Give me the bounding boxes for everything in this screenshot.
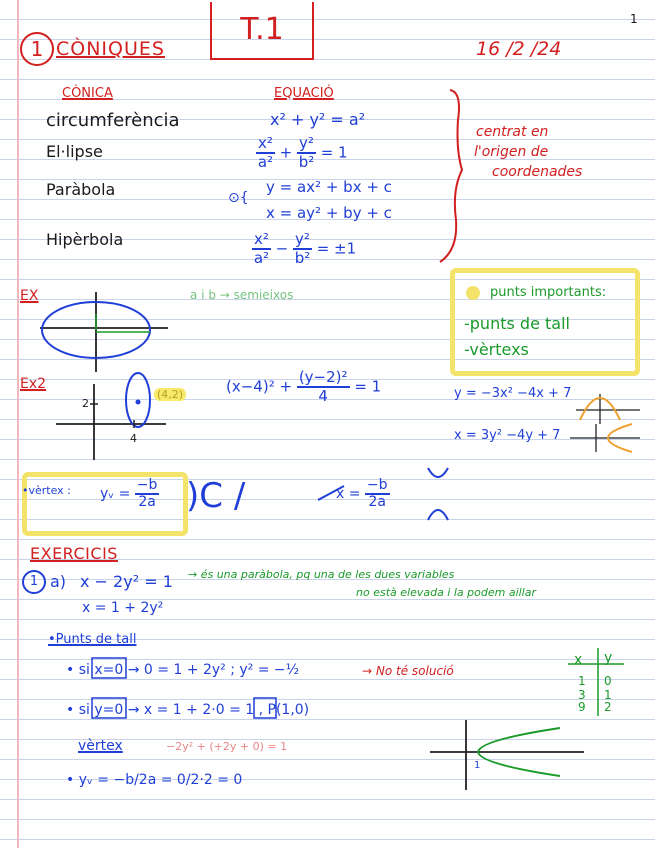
table-cell-y2: 1: [604, 688, 612, 702]
exercise-explanation-2: no està elevada i la podem aillar: [356, 586, 537, 599]
hyperbola-den2: b²: [294, 248, 311, 267]
vertex-yv: yᵥ =: [100, 486, 131, 503]
punts-tall-title: •Punts de tall: [48, 632, 137, 647]
equation-circumference: x² + y² = a²: [270, 110, 366, 129]
parabola-brace-icon: ⊙{: [228, 190, 249, 206]
ex2-eq-part-a: (x−4)² +: [226, 377, 293, 396]
ellipse-rhs: = 1: [320, 143, 348, 162]
conic-name-parabola: Paràbola: [46, 180, 116, 199]
parabola-eq-x: x = 3y² −4y + 7: [454, 428, 561, 443]
important-title: punts importants:: [490, 285, 607, 300]
vertex-x-eq: x =: [336, 486, 361, 503]
example-label: EX: [20, 288, 39, 304]
column-conica: CÒNICA: [62, 86, 113, 101]
conic-name-circumference: circumferència: [46, 110, 180, 131]
ellipse-den2: b²: [298, 152, 315, 171]
table-cell-x2: 3: [578, 688, 586, 702]
exercise-isolated: x = 1 + 2y²: [82, 600, 164, 616]
ex2-eq-rhs: = 1: [354, 377, 382, 396]
vertex-calc: • yᵥ = −b/2a = 0/2·2 = 0: [66, 772, 243, 788]
ex2-eq-num: (y−2)²: [298, 368, 348, 386]
vertex-num: −b: [136, 477, 158, 493]
note-line-1: centrat en: [476, 124, 549, 140]
date: 16 /2 /24: [476, 38, 562, 60]
hyperbola-num2: y²: [295, 230, 310, 248]
parabola-eq-y: y = −3x² −4x + 7: [454, 386, 572, 401]
vertex-title: vèrtex: [78, 738, 123, 754]
tall-line-2: • si y=0 → x = 1 + 2·0 = 1 , P(1,0): [66, 702, 310, 718]
table-header-y: y: [604, 650, 613, 666]
topic-label: T.1: [240, 12, 284, 47]
ellipse-den1: a²: [257, 152, 274, 171]
exercise-part: a): [50, 572, 67, 591]
ellipse-num2: y²: [299, 134, 314, 152]
important-item-1: -punts de tall: [464, 314, 570, 333]
conic-name-hyperbola: Hipèrbola: [46, 230, 124, 249]
vertex-x-num: −b: [366, 477, 388, 493]
exercicis-title: EXERCICIS: [30, 544, 118, 563]
vertex-den: 2a: [138, 493, 156, 510]
table-cell-x3: 9: [578, 700, 586, 714]
graph-tick-label: 1: [474, 760, 481, 771]
ex2-tick-y: 2: [82, 397, 89, 410]
example2-label: Ex2: [20, 376, 47, 392]
tall-line-1: • si x=0 → 0 = 1 + 2y² ; y² = −½: [66, 662, 300, 678]
hyperbola-rhs: = ±1: [316, 239, 357, 258]
vertex-x-den: 2a: [368, 493, 386, 510]
equation-ellipse: $\frac{\text{x²}}{\text{a²}}$ + $\frac{\text{y²}}{\text{b²}}$ = 1: [257, 134, 348, 171]
important-item-2: -vèrtexs: [464, 340, 529, 359]
vertex-label: •vèrtex :: [22, 484, 71, 497]
exercise-equation: x − 2y² = 1: [80, 572, 173, 591]
exercise-explanation-1: → és una paràbola, pq una de les dues variables: [188, 568, 455, 581]
ex2-center-point: (4,2): [154, 388, 186, 401]
conic-name-ellipse: El·lipse: [46, 142, 103, 161]
example-note: a i b → semieixos: [190, 288, 294, 302]
note-line-3: coordenades: [492, 164, 583, 180]
column-equacio: EQUACIÓ: [274, 86, 334, 101]
section-number: 1: [30, 37, 44, 61]
vertex-scratch: −2y² + (+2y + 0) = 1: [166, 740, 288, 753]
equation-parabola-x: x = ay² + by + c: [266, 204, 392, 222]
exercise-number: 1: [29, 574, 39, 589]
page-number: 1: [630, 12, 638, 26]
ellipse-num1: x²: [258, 134, 273, 152]
table-cell-x1: 1: [578, 674, 586, 688]
equation-parabola-y: y = ax² + bx + c: [266, 178, 392, 196]
table-header-x: x: [574, 652, 583, 668]
table-cell-y1: 0: [604, 674, 612, 688]
equation-hyperbola: $\frac{\text{x²}}{\text{a²}}$ − $\frac{\text{y²}}{\text{b²}}$ = ±1: [253, 230, 357, 267]
hyperbola-num1: x²: [254, 230, 269, 248]
hyperbola-den1: a²: [253, 248, 270, 267]
parabola-shapes-icon: )C /: [186, 476, 246, 516]
note-line-2: l'origen de: [474, 144, 549, 160]
tall-line-1-note: → No té solució: [362, 664, 454, 678]
table-cell-y3: 2: [604, 700, 612, 714]
page-title: CÒNIQUES: [56, 38, 165, 60]
ex2-eq-den: 4: [318, 386, 328, 405]
ex2-tick-x: 4: [130, 432, 137, 445]
